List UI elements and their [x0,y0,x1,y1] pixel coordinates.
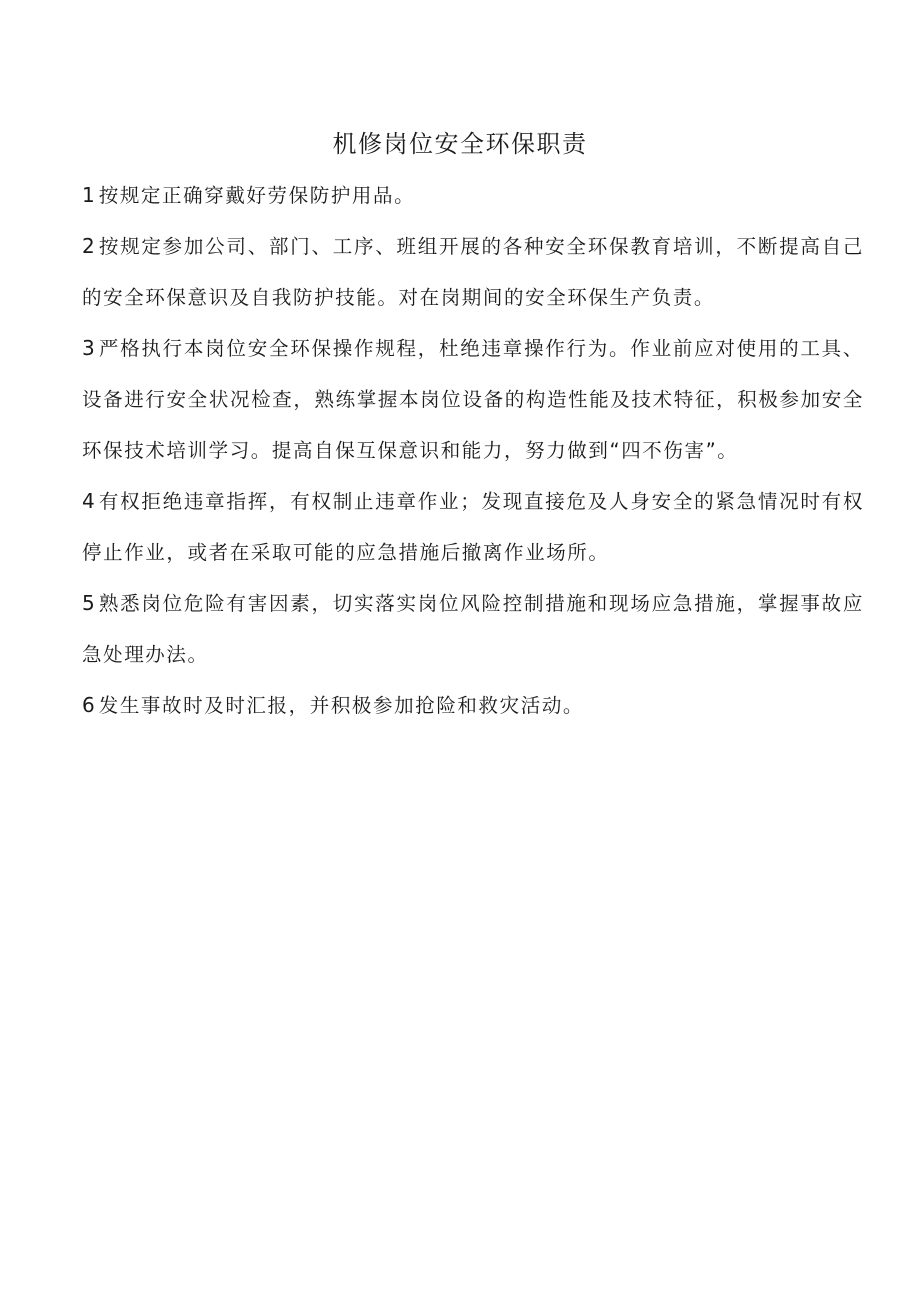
duty-item-3 [82,323,864,476]
duty-number: 3 [82,336,95,360]
duty-number: 6 [82,693,95,717]
document-title: 机修岗位安全环保职责 [332,130,588,158]
duty-text: 按规定正确穿戴好劳保防护用品。 [98,184,416,207]
duty-text: 有权拒绝违章指挥，有权制止违章作业；发现直接危及人身安全的紧急情况时有权停止作业，或者在采取可能的应急措施后撤离作业场所。 [82,490,864,564]
duty-item-4 [82,476,864,578]
duty-number: 1 [82,183,95,207]
duty-text: 按规定参加公司、部门、工序、班组开展的各种安全环保教育培训，不断提高自己的安全环保意识及自我防护技能。对在岗期间的安全环保生产负责。 [82,235,864,309]
duty-item-5 [82,578,864,680]
duty-text: 发生事故时及时汇报，并积极参加抢险和救灾活动。 [98,694,585,717]
duty-item-2 [82,221,864,323]
duty-text: 熟悉岗位危险有害因素，切实落实岗位风险控制措施和现场应急措施，掌握事故应急处理办法。 [82,592,864,666]
duty-item-1 [82,170,864,221]
duty-list [82,170,864,731]
duty-number: 4 [82,489,95,513]
duty-number: 2 [82,234,95,258]
duty-text: 严格执行本岗位安全环保操作规程，杜绝违章操作行为。作业前应对使用的工具、设备进行安全状况检查，熟练掌握本岗位设备的构造性能及技术特征，积极参加安全环保技术培训学习。提高自保互保意识和能力，努力做到“四不伤害”。 [82,337,864,462]
duty-number: 5 [82,591,95,615]
duty-item-6 [82,680,864,731]
